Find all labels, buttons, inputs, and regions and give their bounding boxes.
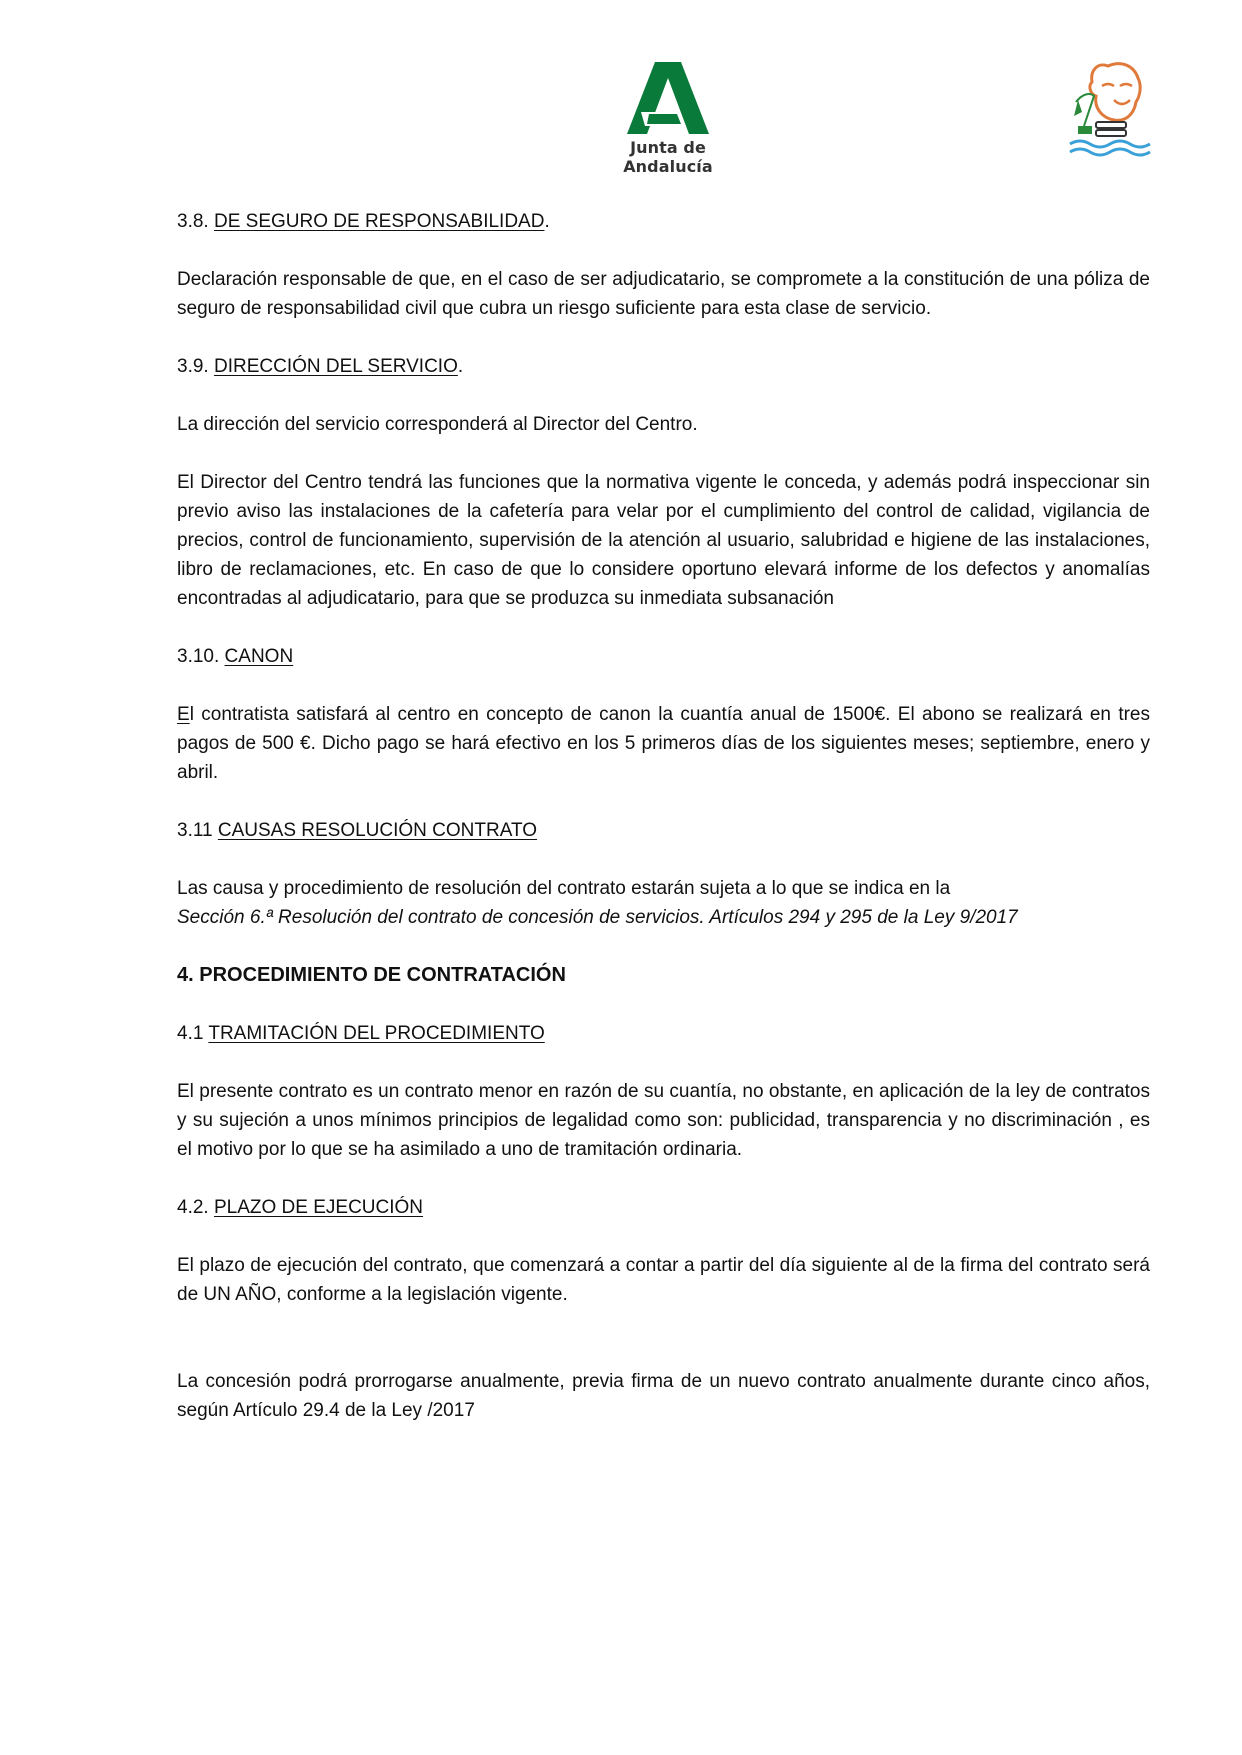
section-4-1-heading <box>177 1019 1150 1048</box>
section-3-11-reference: Sección 6.ª Resolución del contrato de concesión de servicios. Artículos 294 y 295 de la Ley 9/2017 <box>177 907 1018 928</box>
section-number: 4.2. <box>177 1197 209 1218</box>
section-3-10-heading <box>177 642 1150 671</box>
section-title: TRAMITACIÓN DEL PROCEDIMIENTO <box>208 1023 545 1044</box>
section-4-2-heading <box>177 1193 1150 1222</box>
school-logo-icon <box>1068 56 1158 164</box>
section-4-1-body: El presente contrato es un contrato menor en razón de su cuantía, no obstante, en aplicación de la ley de contratos y su sujeción a unos mínimos principios de legalidad como son: publicidad, transparencia y no discriminación , es el motivo por lo que se ha asimilado a uno de tramitación ordinaria. <box>177 1081 1150 1160</box>
section-4-heading: 4. PROCEDIMIENTO DE CONTRATACIÓN <box>177 964 566 986</box>
logo-text: Junta de Andalucía <box>623 138 713 176</box>
section-title: PLAZO DE EJECUCIÓN <box>213 1197 424 1218</box>
section-title: CAUSAS RESOLUCIÓN CONTRATO <box>217 820 538 841</box>
section-number: 3.9. <box>177 356 209 377</box>
section-title: DE SEGURO DE RESPONSABILIDAD <box>213 211 545 232</box>
section-4-2-body-1: El plazo de ejecución del contrato, que comenzará a contar a partir del día siguiente al de la firma del contrato será de UN AÑO, conforme a la legislación vigente. <box>177 1255 1150 1305</box>
section-3-11-heading <box>177 816 1150 845</box>
section-3-8-body: Declaración responsable de que, en el caso de ser adjudicatario, se compromete a la constitución de una póliza de seguro de responsabilidad civil que cubra un riesgo suficiente para esta clase de servicio. <box>177 269 1150 319</box>
section-title: DIRECCIÓN DEL SERVICIO <box>213 356 458 377</box>
section-3-9-heading <box>177 352 1150 381</box>
section-3-9-body-2: El Director del Centro tendrá las funciones que la normativa vigente le conceda, y además podrá inspeccionar sin previo aviso las instalaciones de la cafetería para velar por el cumplimiento del control de calidad, vigilancia de precios, control de funcionamiento, supervisión de la atención al usuario, salubridad e higiene de las instalaciones, libro de reclamaciones, etc. En caso de que lo considere oportuno elevará informe de los defectos y anomalías encontradas al adjudicatario, para que se produzca su inmediata subsanación <box>177 472 1150 609</box>
section-trail: . <box>457 356 464 377</box>
section-4-2-body-2: La concesión podrá prorrogarse anualmente, previa firma de un nuevo contrato anualmente durante cinco años, según Artículo 29.4 de la Ley /2017 <box>177 1371 1150 1421</box>
section-number: 3.11 <box>177 820 213 841</box>
section-number: 3.8. <box>177 211 209 232</box>
section-3-11-body: Las causa y procedimiento de resolución del contrato estarán sujeta a lo que se indica en la <box>177 878 951 899</box>
body-rest: l contratista satisfará al centro en concepto de canon la cuantía anual de 1500€. El abono se realizará en tres pagos de 500 €. Dicho pago se hará efectivo en los 5 primeros días de los siguientes meses; septiembre, enero y abril. <box>177 704 1150 783</box>
body-first-letter: E <box>177 704 190 725</box>
junta-andalucia-emblem-icon <box>627 62 709 134</box>
section-trail: . <box>544 211 550 232</box>
section-number: 4.1 <box>177 1023 204 1044</box>
section-3-10-body <box>177 700 1150 787</box>
section-number: 3.10. <box>177 646 220 667</box>
junta-de-andalucia-logo <box>583 62 753 176</box>
section-3-8-heading <box>177 207 1150 236</box>
document-body <box>177 207 1150 1425</box>
section-3-9-body-1: La dirección del servicio corresponderá al Director del Centro. <box>177 414 698 435</box>
section-title: CANON <box>224 646 294 667</box>
